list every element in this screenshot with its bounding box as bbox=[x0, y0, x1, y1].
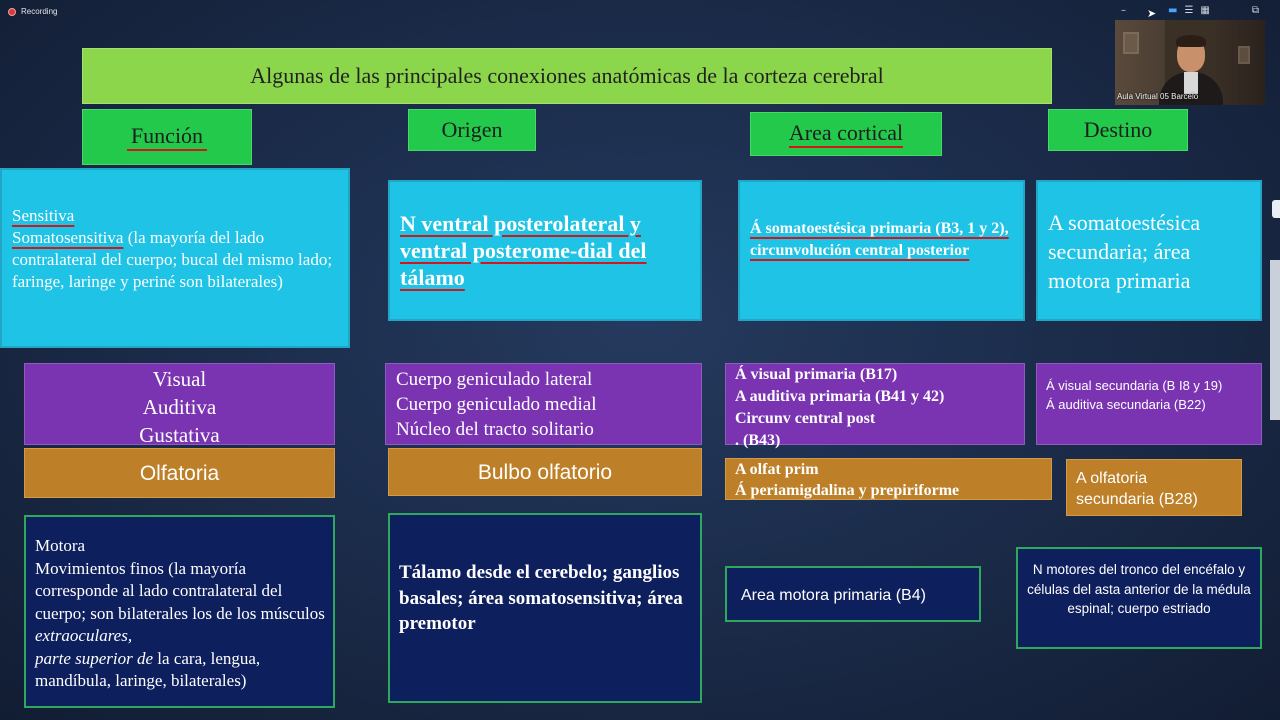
cell-origen-talamo-cerebelo: Tálamo desde el cerebelo; ganglios basales; área somatosensitiva; área premotor bbox=[388, 513, 702, 703]
cell-origen-bulbo: Bulbo olfatorio bbox=[388, 448, 702, 496]
origen-talamo-text: N ventral posterolateral y ventral posterome-dial del tálamo bbox=[400, 211, 647, 290]
destino-olfatoria-line1: A olfatoria bbox=[1076, 470, 1148, 487]
person-shirt bbox=[1184, 72, 1198, 94]
list-view-icon[interactable]: ☰ bbox=[1184, 5, 1194, 16]
wall-picture-2 bbox=[1238, 46, 1250, 64]
cell-funcion-motora bbox=[24, 515, 335, 708]
destino-olfatoria-line2: secundaria (B28) bbox=[1076, 491, 1198, 508]
area-circunv-central: Circunv central post bbox=[735, 410, 876, 427]
recording-label: Recording bbox=[21, 7, 58, 16]
video-participant-panel[interactable] bbox=[1115, 20, 1265, 105]
cell-area-olfatoria bbox=[725, 458, 1052, 500]
cell-origen-geniculados bbox=[385, 363, 702, 445]
area-somatoestesica-text: Á somatoestésica primaria (B3, 1 y 2), circunvolución central posterior bbox=[750, 220, 1009, 259]
cell-area-motora-primaria: Area motora primaria (B4) bbox=[725, 566, 981, 622]
origen-tracto-solitario: Núcleo del tracto solitario bbox=[396, 419, 594, 440]
somatosensitiva-desc: (la mayoría del lado contralateral del cuerpo; bucal del mismo lado; faringe, laringe y periné son bilaterales) bbox=[12, 228, 333, 291]
area-b43: . (B43) bbox=[735, 432, 781, 449]
cell-funcion-sentidos bbox=[24, 363, 335, 445]
cell-funcion-sensitiva bbox=[0, 168, 350, 348]
sensitiva-label: Sensitiva bbox=[12, 206, 75, 225]
minimize-icon[interactable]: – bbox=[1121, 5, 1126, 16]
header-destino: Destino bbox=[1048, 109, 1188, 151]
expand-icon[interactable]: ⧉ bbox=[1251, 5, 1259, 16]
area-auditiva-primaria: A auditiva primaria (B41 y 42) bbox=[735, 388, 945, 405]
somatosensitiva-label: Somatosensitiva bbox=[12, 228, 124, 247]
cell-area-somatoestesica bbox=[738, 180, 1025, 321]
cell-destino-somatoestesica: A somatoestésica secundaria; área motora primaria bbox=[1036, 180, 1262, 321]
funcion-auditiva: Auditiva bbox=[142, 395, 217, 419]
grid-view-icon[interactable]: ▦ bbox=[1200, 5, 1210, 16]
header-funcion-label: Función bbox=[127, 123, 207, 151]
area-visual-primaria: Á visual primaria (B17) bbox=[735, 366, 898, 383]
header-area-cortical bbox=[750, 112, 942, 156]
funcion-visual: Visual bbox=[152, 367, 207, 391]
recording-indicator bbox=[8, 7, 57, 16]
header-funcion bbox=[82, 109, 252, 165]
origen-geniculado-medial: Cuerpo geniculado medial bbox=[396, 394, 597, 415]
motora-extraoculares: extraoculares, bbox=[35, 626, 133, 645]
speaker-view-icon[interactable]: ▬ bbox=[1167, 5, 1178, 16]
motora-desc-b: la cara, lengua, mandíbula, laringe, bilaterales) bbox=[35, 648, 261, 690]
header-area-label: Area cortical bbox=[789, 120, 903, 148]
area-periamigdalina: Á periamigdalina y prepiriforme bbox=[735, 482, 960, 499]
slide-title: Algunas de las principales conexiones anatómicas de la corteza cerebral bbox=[82, 48, 1052, 104]
person-hair bbox=[1176, 35, 1206, 47]
side-scrollbar[interactable] bbox=[1270, 260, 1280, 420]
cell-funcion-olfatoria: Olfatoria bbox=[24, 448, 335, 498]
header-origen: Origen bbox=[408, 109, 536, 151]
participant-name: Aula Virtual 05 Barcelo bbox=[1117, 92, 1199, 101]
motora-parte-superior: parte superior de bbox=[35, 648, 154, 668]
motora-label: Motora bbox=[35, 536, 86, 555]
origen-geniculado-lateral: Cuerpo geniculado lateral bbox=[396, 369, 593, 390]
side-panel-handle[interactable] bbox=[1272, 200, 1280, 218]
funcion-gustativa: Gustativa bbox=[139, 423, 220, 447]
cell-destino-olfatoria bbox=[1066, 459, 1242, 516]
video-toolbar bbox=[1115, 3, 1265, 19]
record-icon bbox=[8, 8, 16, 16]
cell-destino-secundarias bbox=[1036, 363, 1262, 445]
cell-area-primarias bbox=[725, 363, 1025, 449]
cell-destino-motores: N motores del tronco del encéfalo y células del asta anterior de la médula espinal; cuerpo estriado bbox=[1016, 547, 1262, 649]
cell-origen-talamo bbox=[388, 180, 702, 321]
mouse-cursor-icon: ➤ bbox=[1147, 7, 1157, 20]
wall-picture bbox=[1123, 32, 1139, 54]
motora-desc-a: Movimientos finos (la mayoría corresponde al lado contralateral del cuerpo; son bilaterales los de los músculos bbox=[35, 558, 325, 623]
destino-visual-secundaria: Á visual secundaria (B I8 y 19) bbox=[1046, 378, 1223, 393]
area-olfat-prim: A olfat prim bbox=[735, 461, 819, 478]
destino-auditiva-secundaria: Á auditiva secundaria (B22) bbox=[1046, 397, 1206, 412]
